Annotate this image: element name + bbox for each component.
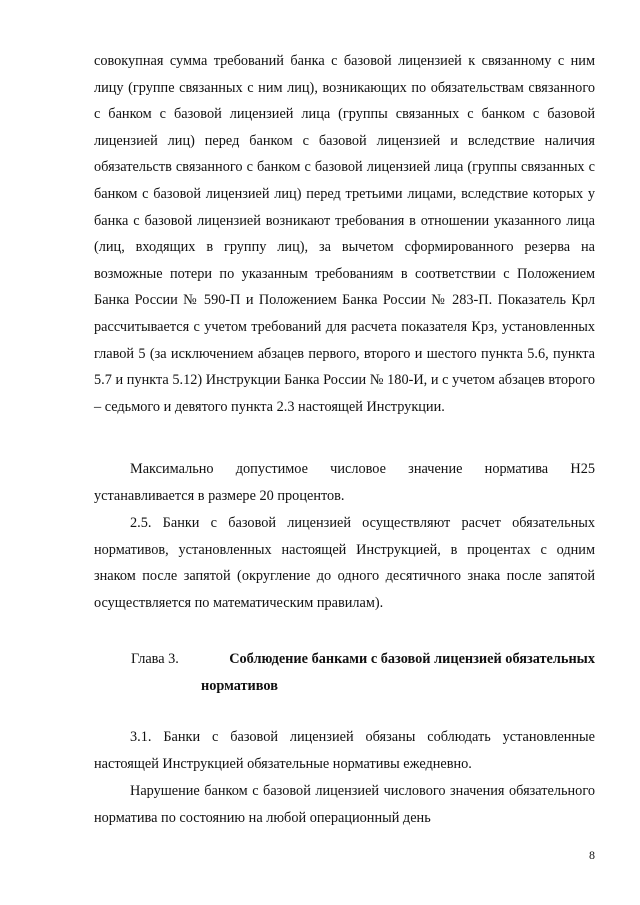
chapter-label: Глава 3. bbox=[131, 651, 179, 667]
page-number: 8 bbox=[589, 848, 595, 862]
chapter-title-line1: Соблюдение банками с базовой лицензией обязательных bbox=[229, 651, 595, 667]
paragraph-3-1-compliance: 3.1. Банки с базовой лицензией обязаны соблюдать установленные настоящей Инструкцией обязательные нормативы ежедневно. bbox=[94, 729, 595, 772]
paragraph-requirements-definition: совокупная сумма требований банка с базовой лицензией к связанному с ним лицу (группе связанных с ним лиц), возникающих по обязательствам связанного с банком с базовой лицензией лица (группы связанных с банком с базовой лицензией лиц) перед банком с базовой лицензией и вследствие наличия обязательств связанного с банком с базовой лицензией лица (группы связанных с банком с базовой лицензией лиц) перед третьими лицами, вследствие которых у банка с базовой лицензией возникают требования в отношении указанного лица (лиц, входящих в группу лиц), за вычетом сформированного резерва на возможные потери по указанным требованиям в соответствии с Положением Банка России № 590-П и Положением Банка России № 283-П. Показатель Крл рассчитывается с учетом требований для расчета показателя Крз, установленных главой 5 (за исключением абзацев первого, второго и шестого пункта 5.6, пункта 5.7 и пункта 5.12) Инструкции Банка России № 180-И, и с учетом абзацев второго – седьмого и девятого пункта 2.3 настоящей Инструкции. bbox=[94, 53, 595, 415]
chapter-title-line2: нормативов bbox=[201, 677, 278, 694]
paragraph-violation: Нарушение банком с базовой лицензией числового значения обязательного норматива по состоянию на любой операционный день bbox=[94, 783, 595, 826]
paragraph-max-value-h25: Максимально допустимое числовое значение норматива Н25 устанавливается в размере 20 процентов. bbox=[94, 461, 595, 504]
chapter-heading bbox=[131, 646, 595, 699]
paragraph-2-5-calculation: 2.5. Банки с базовой лицензией осуществляют расчет обязательных нормативов, установленных настоящей Инструкцией, в процентах с одним знаком после запятой (округление до одного десятичного знака после запятой осуществляется по математическим правилам). bbox=[94, 515, 595, 611]
